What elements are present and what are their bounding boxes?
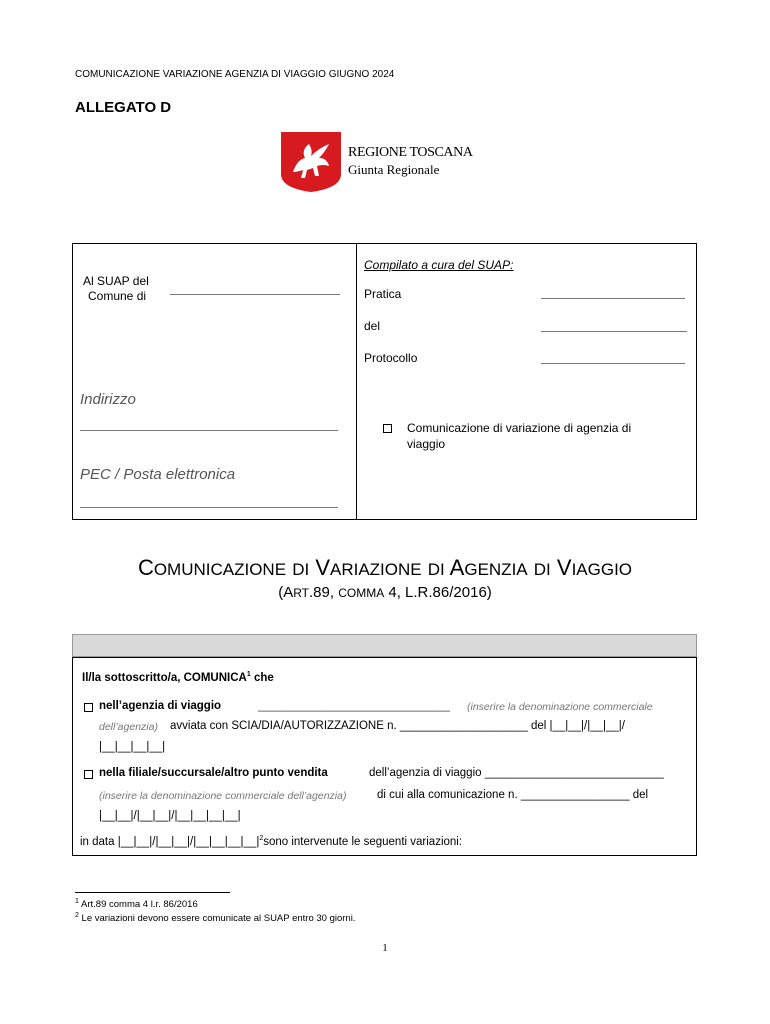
page-header: COMUNICAZIONE VARIAZIONE AGENZIA DI VIAGGIO GIUGNO 2024 — [75, 69, 395, 80]
region-name: REGIONE TOSCANA — [348, 145, 473, 160]
scia-line[interactable]: avviata con SCIA/DIA/AUTORIZZAZIONE n. ____________________ del |__|__|/|__|__|/ — [170, 720, 625, 732]
comunicazione-line[interactable]: di cui alla comunicazione n. _________________ del — [377, 789, 649, 801]
suap-section-title: Compilato a cura del SUAP: — [364, 258, 514, 272]
footnote-2: $^2$ Le variazioni devono essere comunicate al SUAP entro 30 giorni. — [75, 912, 356, 925]
document-title: COMUNICAZIONE DI VARIAZIONE DI AGENZIA DI VIAGGIO — [137, 555, 633, 580]
variazione-checkbox[interactable] — [383, 424, 392, 433]
comune-label: Comune di — [88, 289, 147, 303]
footnote-1: $^1$ Art.89 comma 4 l.r. 86/2016 — [75, 898, 198, 911]
pec-field[interactable] — [80, 507, 338, 508]
filiale-checkbox[interactable] — [84, 770, 93, 779]
filiale-hint: (inserire la denominazione commerciale dell’agenzia) — [99, 790, 347, 802]
pegasus-logo-icon — [279, 130, 343, 194]
allegato-heading: ALLEGATO D — [75, 99, 172, 116]
indirizzo-field[interactable] — [80, 430, 338, 431]
pratica-field[interactable] — [541, 298, 685, 299]
filiale-agenzia-field[interactable]: dell’agenzia di viaggio ____________________________ — [369, 767, 664, 779]
protocollo-field[interactable] — [541, 363, 685, 364]
pec-label: PEC / Posta elettronica — [80, 466, 236, 483]
indirizzo-label: Indirizzo — [80, 391, 136, 408]
pratica-label: Pratica — [364, 287, 402, 301]
agenzia-label: nell’agenzia di viaggio — [99, 700, 222, 712]
box-divider — [356, 243, 357, 520]
footnote-divider — [75, 892, 230, 893]
agenzia-hint-2: dell’agenzia) — [99, 721, 158, 733]
comune-field[interactable] — [170, 294, 340, 295]
page-number: 1 — [382, 942, 388, 954]
section-header-bar — [72, 634, 697, 657]
document-subtitle: (ART.89, COMMA 4, L.R.86/2016) — [278, 584, 492, 601]
variazione-label-2: viaggio — [407, 437, 446, 451]
del-label: del — [364, 319, 381, 333]
filiale-label: nella filiale/succursale/altro punto vendita — [99, 767, 328, 779]
agenzia-checkbox[interactable] — [84, 703, 93, 712]
suap-label: Al SUAP del — [83, 274, 149, 288]
date-line[interactable]: in data |__|__|/|__|__|/|__|__|__|__|$^2$sono intervenute le seguenti variazioni: — [80, 835, 463, 848]
form-intro: Il/la sottoscritto/a, COMUNICA$^1$ che — [82, 671, 274, 684]
del-field[interactable] — [541, 331, 687, 332]
agenzia-hint: (inserire la denominazione commerciale — [467, 701, 653, 713]
comunicazione-date[interactable]: |__|__|/|__|__|/|__|__|__|__| — [99, 810, 241, 822]
region-subtitle: Giunta Regionale — [348, 162, 440, 177]
protocollo-label: Protocollo — [364, 351, 418, 365]
variazione-label-1: Comunicazione di variazione di agenzia di — [407, 421, 632, 435]
form-box — [72, 657, 697, 856]
agenzia-name-field[interactable]: ______________________________ — [258, 700, 450, 712]
scia-year[interactable]: |__|__|__|__| — [99, 741, 166, 753]
